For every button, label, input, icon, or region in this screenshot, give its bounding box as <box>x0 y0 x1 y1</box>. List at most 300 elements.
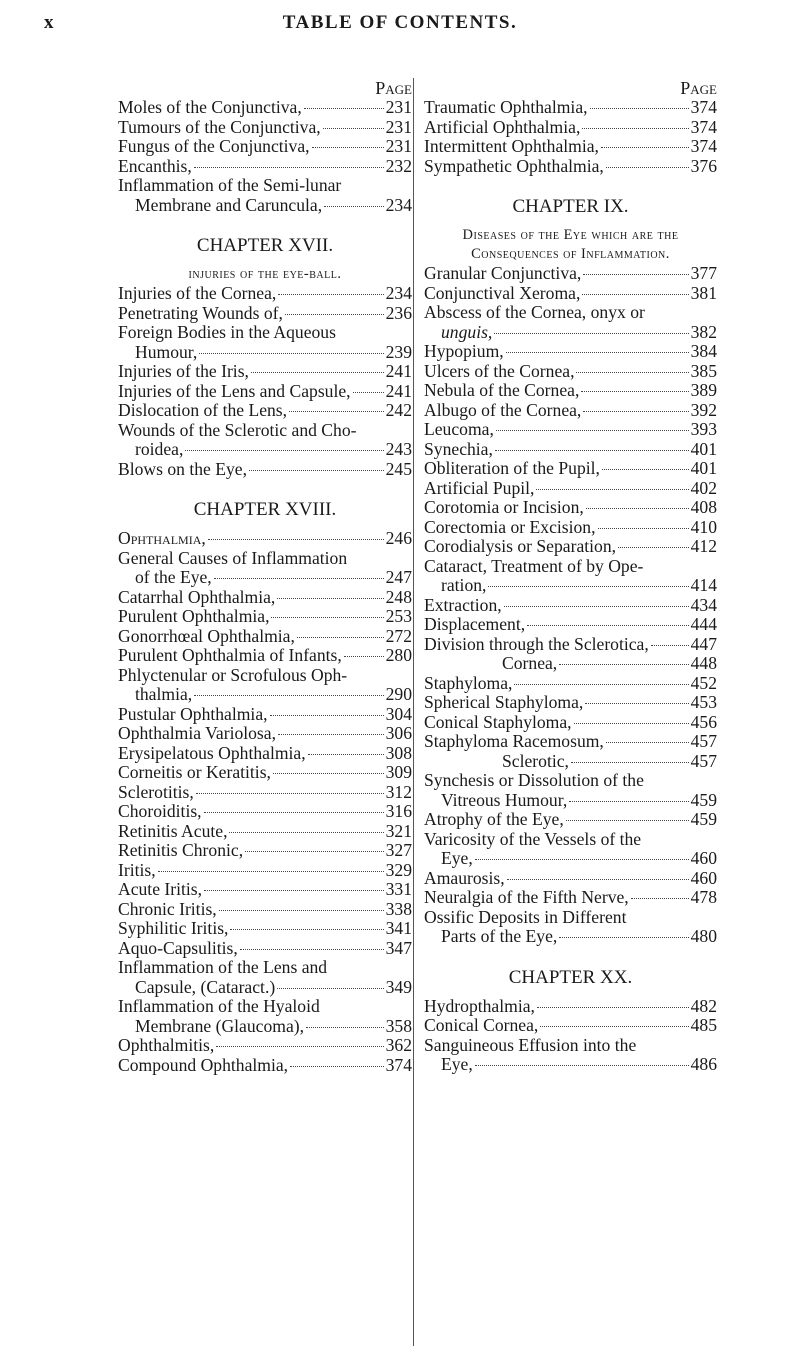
dot-leader <box>290 1066 384 1067</box>
dot-leader <box>229 832 383 833</box>
dot-leader <box>297 637 384 638</box>
dot-leader <box>601 147 689 148</box>
toc-entry[interactable] <box>424 323 717 343</box>
toc-entry[interactable] <box>424 118 717 138</box>
page-number: 456 <box>690 711 717 732</box>
toc-entry[interactable] <box>424 615 717 635</box>
toc-entry[interactable] <box>424 576 717 596</box>
toc-entry-title: Granular Conjunctiva, <box>424 263 582 283</box>
toc-entry-title: Sympathetic Ophthalmia, <box>424 155 604 176</box>
dot-leader <box>277 988 383 989</box>
dot-leader <box>271 617 383 618</box>
dot-leader <box>582 128 688 129</box>
dot-leader <box>540 1026 688 1027</box>
dot-leader <box>158 871 384 872</box>
roman-page-number: x <box>44 12 54 33</box>
page-number: 377 <box>690 263 717 283</box>
toc-entry[interactable] <box>424 518 717 538</box>
toc-entry-text: Abscess of the Cornea, onyx or <box>424 302 645 322</box>
dot-leader <box>214 578 384 579</box>
toc-entry-title: Corodialysis or Separation, <box>424 536 617 556</box>
page-number: 434 <box>690 594 717 615</box>
toc-entry-title: Catarrhal Ophthalmia, <box>118 586 276 607</box>
dot-leader <box>536 489 688 490</box>
toc-entry-title: Purulent Ophthalmia of Infants, <box>118 645 342 665</box>
toc-entry: General Causes of Inflammation <box>118 547 348 568</box>
toc-entry-title: Fungus of the Conjunctiva, <box>118 136 310 156</box>
dot-leader <box>581 391 688 392</box>
section-heading: Consequences of Inflammation. <box>471 246 670 262</box>
dot-leader <box>306 1027 384 1028</box>
toc-entry[interactable] <box>118 724 412 744</box>
toc-entry[interactable] <box>118 705 412 725</box>
toc-entry[interactable] <box>424 137 717 157</box>
toc-entry[interactable] <box>424 732 717 752</box>
dot-leader <box>488 586 688 587</box>
toc-entry[interactable] <box>424 498 717 518</box>
toc-entry-title: Sclerotic, <box>502 750 569 771</box>
page-number: 382 <box>690 321 717 342</box>
toc-entry-title: Atrophy of the Eye, <box>424 809 564 829</box>
page-number: 246 <box>385 528 412 548</box>
toc-entry-title: Encanthis, <box>118 155 192 176</box>
page-number: 234 <box>385 194 412 215</box>
page-number: 245 <box>385 458 412 479</box>
toc-entry[interactable] <box>118 1056 412 1076</box>
toc-entry[interactable] <box>424 654 717 674</box>
page-number: 309 <box>385 762 412 782</box>
page-number: 280 <box>385 645 412 665</box>
toc-entry[interactable] <box>424 264 717 284</box>
dot-leader <box>574 723 689 724</box>
page-number: 448 <box>690 653 717 673</box>
page-number: 376 <box>690 155 717 176</box>
page-number: 457 <box>690 731 717 751</box>
toc-entry[interactable] <box>424 927 717 947</box>
dot-leader <box>583 274 688 275</box>
toc-entry-title: Eye, <box>441 848 473 868</box>
page-number: 316 <box>385 801 412 821</box>
toc-entry[interactable] <box>424 849 717 869</box>
toc-entry[interactable] <box>424 98 717 118</box>
page-number: 312 <box>385 781 412 802</box>
toc-entry[interactable] <box>118 529 412 549</box>
toc-entry-title: Conjunctival Xeroma, <box>424 282 581 303</box>
chapter-heading: CHAPTER XVIII. <box>193 499 337 520</box>
dot-leader <box>537 1007 689 1008</box>
toc-entry-title: Humour, <box>135 341 198 362</box>
dot-leader <box>245 851 384 852</box>
dot-leader <box>606 742 689 743</box>
toc-entry: Inflammation of the Hyaloid <box>118 996 320 1016</box>
dot-leader <box>219 910 384 911</box>
toc-entry[interactable] <box>424 479 717 499</box>
toc-entry-title: Dislocation of the Lens, <box>118 400 288 420</box>
toc-entry[interactable] <box>424 596 717 616</box>
toc-entry[interactable] <box>118 401 412 421</box>
dot-leader <box>308 754 384 755</box>
dot-leader <box>494 333 688 334</box>
right-column <box>424 78 717 1075</box>
page-number: 486 <box>690 1054 717 1074</box>
page-number: 241 <box>385 361 412 381</box>
toc-entry-title: Corotomia or Incision, <box>424 497 584 517</box>
toc-entry-title: Conical Cornea, <box>424 1015 539 1035</box>
dot-leader <box>278 294 383 295</box>
toc-entry-title: Ophthalmia, <box>118 528 206 548</box>
toc-entry-title: Obliteration of the Pupil, <box>424 458 600 478</box>
toc-entry-title: Pustular Ophthalmia, <box>118 703 268 724</box>
toc-entry-title: ration, <box>441 575 487 595</box>
toc-entry[interactable] <box>424 791 717 811</box>
page-number: 231 <box>385 97 412 117</box>
page-number: 306 <box>385 723 412 743</box>
dot-leader <box>216 1046 383 1047</box>
dot-leader <box>651 645 689 646</box>
toc-entry[interactable] <box>118 284 412 304</box>
dot-leader <box>571 762 689 763</box>
page-number: 290 <box>385 684 412 704</box>
page-number: 374 <box>690 116 717 137</box>
page-number: 410 <box>690 516 717 537</box>
toc-entry-title: Hypopium, <box>424 341 504 361</box>
chapter-heading: CHAPTER XX. <box>508 966 633 988</box>
toc-entry[interactable] <box>118 304 412 324</box>
dot-leader <box>606 167 689 168</box>
toc-entry-title: Conical Staphyloma, <box>424 711 572 732</box>
dot-leader <box>495 450 689 451</box>
page-number: 349 <box>385 976 412 997</box>
page-number: 459 <box>690 789 717 810</box>
page-number: 412 <box>690 536 717 556</box>
toc-entry-title: roidea, <box>135 439 184 459</box>
running-title: TABLE OF CONTENTS. <box>282 12 518 33</box>
toc-entry-title: Choroiditis, <box>118 801 202 821</box>
toc-entry-title: Cornea, <box>502 653 558 673</box>
toc-entry[interactable] <box>424 440 717 460</box>
dot-leader <box>344 656 384 657</box>
page-number: 239 <box>385 341 412 362</box>
dot-leader <box>285 314 384 315</box>
toc-entry-title: Amaurosis, <box>424 867 505 888</box>
toc-entry[interactable] <box>118 783 412 803</box>
dot-leader <box>566 820 689 821</box>
toc-entry[interactable] <box>118 802 412 822</box>
dot-leader <box>323 128 384 129</box>
toc-entry[interactable] <box>424 362 717 382</box>
dot-leader <box>569 801 688 802</box>
toc-entry: Phlyctenular or Scrofulous Oph- <box>118 664 348 685</box>
toc-entry-title: Erysipelatous Ophthalmia, <box>118 742 306 763</box>
dot-leader <box>559 664 688 665</box>
left-column <box>118 78 412 1075</box>
toc-entry-title: Injuries of the Iris, <box>118 361 249 381</box>
toc-entry[interactable] <box>118 607 412 627</box>
page-number: 482 <box>690 995 717 1016</box>
toc-entry[interactable] <box>424 420 717 440</box>
toc-entry <box>424 303 717 323</box>
toc-entry-title: Aquo-Capsulitis, <box>118 937 238 958</box>
dot-leader <box>514 684 688 685</box>
toc-entry[interactable] <box>118 196 412 216</box>
toc-entry[interactable] <box>424 401 717 421</box>
toc-entry[interactable] <box>424 157 717 177</box>
toc-entry-title: Iritis, <box>118 859 156 880</box>
toc-entry-title: Injuries of the Lens and Capsule, <box>118 380 351 401</box>
toc-entry-title: Compound Ophthalmia, <box>118 1054 289 1075</box>
toc-entry-title: Ulcers of the Cornea, <box>424 360 575 381</box>
toc-entry-title: Eye, <box>441 1054 473 1074</box>
dot-leader <box>353 392 384 393</box>
toc-entry-title: Staphyloma, <box>424 672 513 693</box>
page-number: 358 <box>385 1015 412 1036</box>
dot-leader <box>631 898 689 899</box>
toc-entry[interactable] <box>118 880 412 900</box>
toc-entry[interactable] <box>424 1055 717 1075</box>
dot-leader <box>240 949 384 950</box>
toc-entry[interactable] <box>118 939 412 959</box>
toc-entry-title: Parts of the Eye, <box>441 926 558 946</box>
toc-entry[interactable] <box>118 627 412 647</box>
toc-entry-title: Moles of the Conjunctiva, <box>118 97 302 117</box>
dot-leader <box>576 372 688 373</box>
toc-entry: Inflammation of the Semi-lunar <box>118 175 342 195</box>
toc-entry[interactable] <box>118 763 412 783</box>
page-number: 231 <box>385 136 412 156</box>
dot-leader <box>289 411 384 412</box>
dot-leader <box>204 890 384 891</box>
dot-leader <box>585 703 688 704</box>
chapter-heading: CHAPTER IX. <box>512 196 629 217</box>
dot-leader <box>583 411 688 412</box>
dot-leader <box>196 793 384 794</box>
toc-entry[interactable] <box>118 861 412 881</box>
toc-entry[interactable] <box>118 919 412 939</box>
toc-entry-title: Chronic Iritis, <box>118 898 217 919</box>
dot-leader <box>582 294 688 295</box>
toc-entry[interactable] <box>424 888 717 908</box>
toc-entry: Ossific Deposits in Different <box>424 906 627 927</box>
toc-entry[interactable] <box>118 137 412 157</box>
column-divider <box>413 78 414 1346</box>
page-number: 414 <box>690 575 717 595</box>
toc-entry[interactable] <box>118 382 412 402</box>
dot-leader <box>590 108 689 109</box>
dot-leader <box>208 539 384 540</box>
toc-entry[interactable] <box>118 460 412 480</box>
toc-entry-title: Purulent Ophthalmia, <box>118 606 270 626</box>
page-number: 338 <box>385 898 412 919</box>
dot-leader <box>506 352 689 353</box>
page-number: 401 <box>690 458 717 478</box>
toc-entry[interactable] <box>424 810 717 830</box>
dot-leader <box>251 372 384 373</box>
toc-entry-title: thalmia, <box>135 684 193 704</box>
dot-leader <box>475 859 689 860</box>
page-number: 236 <box>385 302 412 323</box>
toc-entry[interactable] <box>424 635 717 655</box>
page-number: 232 <box>385 155 412 176</box>
toc-entry[interactable] <box>118 1017 412 1037</box>
page-number: 327 <box>385 840 412 860</box>
page-number: 384 <box>690 341 717 361</box>
toc-entry-title: Acute Iritis, <box>118 879 203 899</box>
toc-entry[interactable] <box>118 98 412 118</box>
dot-leader <box>504 606 689 607</box>
dot-leader <box>507 879 689 880</box>
toc-entry[interactable] <box>424 284 717 304</box>
dot-leader <box>230 929 383 930</box>
toc-entry[interactable] <box>424 713 717 733</box>
toc-entry-title: Leucoma, <box>424 419 494 439</box>
page-number: 321 <box>385 820 412 841</box>
toc-entry: Wounds of the Sclerotic and Cho- <box>118 419 357 440</box>
section-heading: Diseases of the Eye which are the <box>462 227 679 243</box>
toc-entry[interactable] <box>424 752 717 772</box>
toc-entry-title: Ophthalmia Variolosa, <box>118 723 276 743</box>
page-number: 452 <box>690 672 717 693</box>
toc-entry[interactable] <box>424 997 717 1017</box>
toc-entry-title: Division through the Sclerotica, <box>424 633 649 654</box>
toc-entry[interactable] <box>118 646 412 666</box>
toc-entry-title: Retinitis Chronic, <box>118 840 244 860</box>
page-number: 243 <box>385 439 412 459</box>
toc-entry[interactable] <box>424 381 717 401</box>
toc-entry[interactable] <box>424 1016 717 1036</box>
toc-entry: Foreign Bodies in the Aqueous <box>118 322 336 342</box>
toc-entry-title: Retinitis Acute, <box>118 820 228 841</box>
toc-entry-title: Capsule, (Cataract.) <box>135 976 276 997</box>
toc-entry-title: Spherical Staphyloma, <box>424 692 584 712</box>
toc-entry[interactable] <box>424 459 717 479</box>
toc-entry: Varicosity of the Vessels of the <box>424 828 642 849</box>
toc-entry-title: Staphyloma Racemosum, <box>424 731 604 751</box>
toc-entry-title: Hydropthalmia, <box>424 995 535 1016</box>
toc-entry[interactable] <box>424 869 717 889</box>
toc-entry-title: Syphilitic Iritis, <box>118 918 229 938</box>
page-number: 408 <box>690 497 717 517</box>
toc-entry-title: Traumatic Ophthalmia, <box>424 97 588 117</box>
chapter-heading: CHAPTER XVII. <box>196 235 334 256</box>
page-number: 347 <box>385 937 412 958</box>
toc-entry-title: of the Eye, <box>135 567 212 587</box>
toc-entry: Cataract, Treatment of by Ope- <box>424 555 644 576</box>
page-number: 385 <box>690 360 717 381</box>
page-number: 457 <box>690 750 717 771</box>
toc-entry[interactable] <box>118 841 412 861</box>
page-number: 308 <box>385 742 412 763</box>
toc-entry[interactable] <box>118 744 412 764</box>
toc-entry[interactable] <box>118 900 412 920</box>
dot-leader <box>602 469 689 470</box>
toc-entry[interactable] <box>118 343 412 363</box>
toc-entry: Inflammation of the Lens and <box>118 957 328 977</box>
dot-leader <box>277 598 383 599</box>
dot-leader <box>185 450 383 451</box>
toc-entry-title: Artificial Pupil, <box>424 477 535 498</box>
toc-entry[interactable] <box>118 118 412 138</box>
page-column-label: Page <box>375 78 412 98</box>
toc-entry-title: Membrane (Glaucoma), <box>135 1015 305 1036</box>
toc-entry-title: Ophthalmitis, <box>118 1035 215 1055</box>
toc-entry-title: Blows on the Eye, <box>118 458 248 479</box>
dot-leader <box>304 108 384 109</box>
page-number: 304 <box>385 703 412 724</box>
toc-entry: Synchesis or Dissolution of the <box>424 770 644 790</box>
page-number: 393 <box>690 419 717 439</box>
toc-entry[interactable] <box>118 568 412 588</box>
dot-leader <box>598 528 689 529</box>
toc-entry[interactable] <box>118 362 412 382</box>
toc-entry-title: Displacement, <box>424 614 526 634</box>
toc-entry-title: Penetrating Wounds of, <box>118 302 283 323</box>
page-number: 272 <box>385 625 412 646</box>
section-heading: injuries of the eye-ball. <box>188 266 342 282</box>
page-number: 248 <box>385 586 412 607</box>
toc-entry-title: Injuries of the Cornea, <box>118 283 277 303</box>
dot-leader <box>273 773 384 774</box>
page-column-label: Page <box>680 78 717 98</box>
dot-leader <box>586 508 689 509</box>
page-number: 381 <box>690 282 717 303</box>
toc-entry-title: Artificial Ophthalmia, <box>424 116 581 137</box>
dot-leader <box>475 1065 689 1066</box>
toc-entry-title: Corectomia or Excision, <box>424 516 596 537</box>
toc-entry-title: Vitreous Humour, <box>441 789 568 810</box>
toc-entry-title: Nebula of the Cornea, <box>424 380 580 400</box>
toc-entry[interactable] <box>118 1036 412 1056</box>
toc-entry-title: Membrane and Caruncula, <box>135 194 323 215</box>
dot-leader <box>249 470 384 471</box>
page-number: 241 <box>385 380 412 401</box>
toc-entry[interactable] <box>118 685 412 705</box>
page-number: 460 <box>690 848 717 868</box>
toc-entry-title: Neuralgia of the Fifth Nerve, <box>424 887 629 907</box>
toc-entry[interactable] <box>424 693 717 713</box>
dot-leader <box>312 147 384 148</box>
toc-entry: Sanguineous Effusion into the <box>424 1034 637 1055</box>
page-number: 447 <box>690 633 717 654</box>
dot-leader <box>618 547 689 548</box>
page-number: 485 <box>690 1015 717 1035</box>
toc-entry[interactable] <box>118 440 412 460</box>
page-number: 247 <box>385 567 412 587</box>
page-number: 329 <box>385 859 412 880</box>
toc-entry-title: Extraction, <box>424 594 502 615</box>
page-number: 392 <box>690 399 717 420</box>
page-number: 374 <box>385 1054 412 1075</box>
page-number: 444 <box>690 614 717 634</box>
toc-entry[interactable] <box>424 342 717 362</box>
toc-entry[interactable] <box>424 537 717 557</box>
page-number: 253 <box>385 606 412 626</box>
page-number: 374 <box>690 97 717 117</box>
toc-entry-title: Intermittent Ophthalmia, <box>424 136 599 156</box>
page-number: 480 <box>690 926 717 946</box>
page-number: 389 <box>690 380 717 400</box>
dot-leader <box>496 430 689 431</box>
page-number: 459 <box>690 809 717 829</box>
toc-entry-title: Tumours of the Conjunctiva, <box>118 116 321 137</box>
toc-entry-title: Corneitis or Keratitis, <box>118 762 271 782</box>
toc-entry[interactable] <box>424 674 717 694</box>
toc-entry[interactable] <box>118 157 412 177</box>
toc-entry[interactable] <box>118 978 412 998</box>
toc-entry[interactable] <box>118 588 412 608</box>
toc-entry[interactable] <box>118 822 412 842</box>
page-number: 374 <box>690 136 717 156</box>
dot-leader <box>199 353 383 354</box>
